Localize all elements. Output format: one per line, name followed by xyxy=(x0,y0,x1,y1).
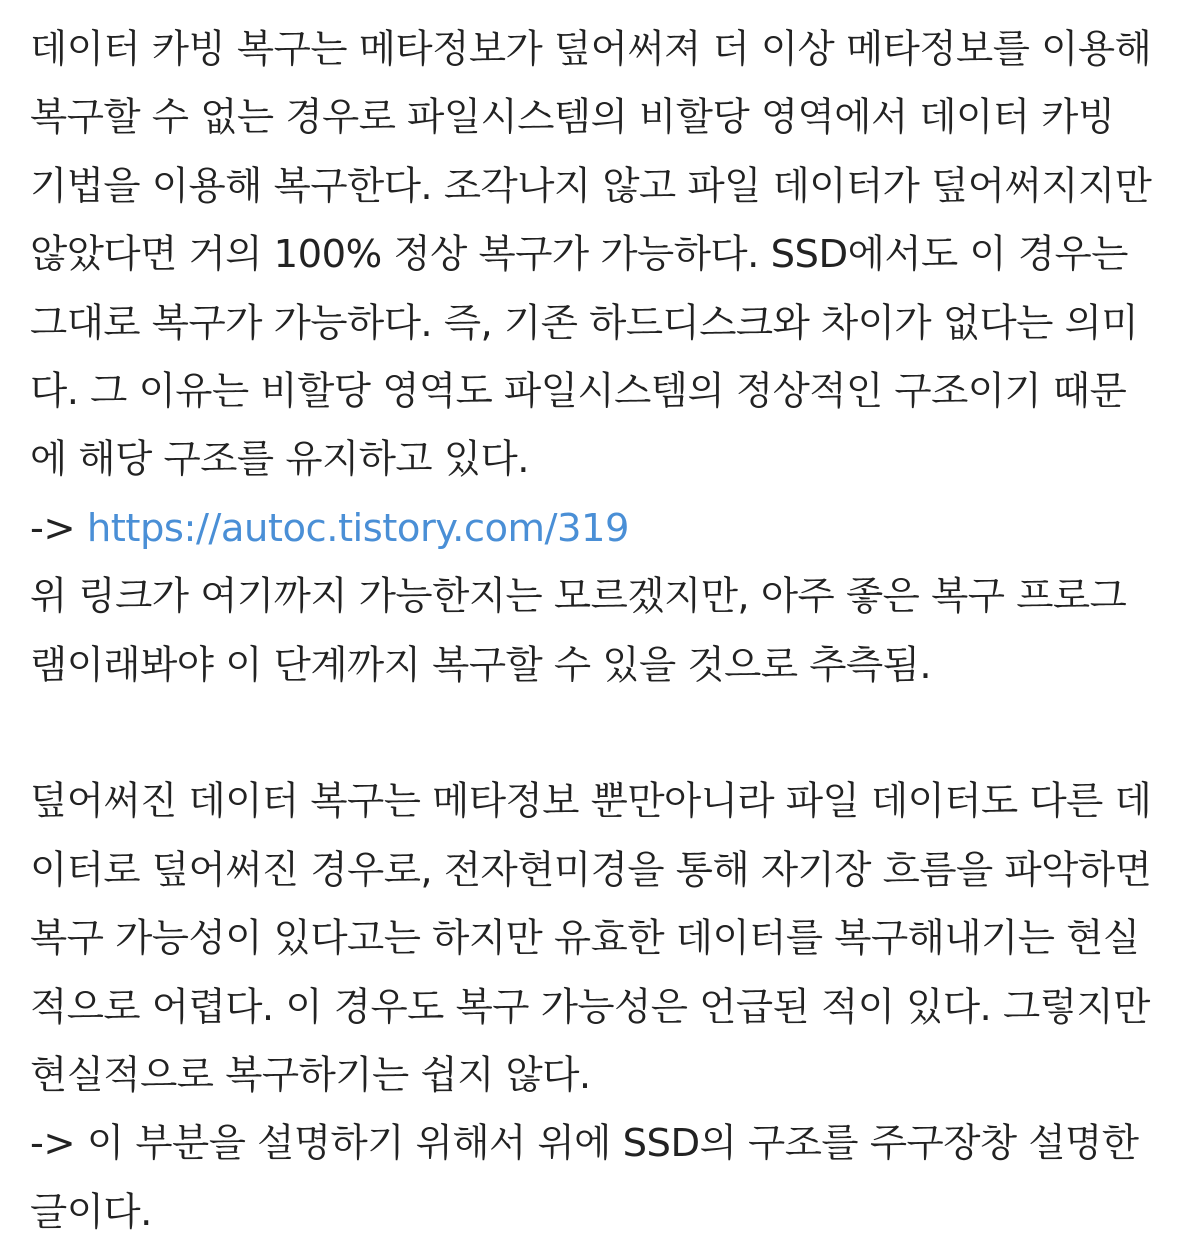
paragraph-gap xyxy=(30,700,1150,768)
text-line: 적으로 어렵다. 이 경우도 복구 가능성은 언급된 적이 있다. 그렇지만 xyxy=(30,984,1150,1030)
text-line: 이터로 덮어써진 경우로, 전자현미경을 통해 자기장 흐름을 파악하면 xyxy=(30,847,1152,893)
text-line: 덮어써진 데이터 복구는 메타정보 뿐만아니라 파일 데이터도 다른 데 xyxy=(30,779,1152,825)
note-line: 램이래봐야 이 단계까지 복구할 수 있을 것으로 추측됨. xyxy=(30,642,932,688)
text-line: 복구 가능성이 있다고는 하지만 유효한 데이터를 복구해내기는 현실 xyxy=(30,916,1140,962)
text-line: 데이터 카빙 복구는 메타정보가 덮어써져 더 이상 메타정보를 이용해 xyxy=(30,27,1152,72)
text-line: 복구할 수 없는 경우로 파일시스템의 비할당 영역에서 데이터 카빙 xyxy=(30,95,1115,141)
text-line: 기법을 이용해 복구한다. 조각나지 않고 파일 데이터가 덮어써지지만 xyxy=(30,163,1152,209)
text-line: 에 해당 구조를 유지하고 있다. xyxy=(30,437,529,483)
note-line: 위 링크가 여기까지 가능한지는 모르겠지만, 아주 좋은 복구 프로그 xyxy=(30,574,1127,620)
text-line: 그대로 복구가 가능하다. 즉, 기존 하드디스크와 차이가 없다는 의미 xyxy=(30,300,1139,346)
reference-line xyxy=(30,495,1150,563)
text-line: 않았다면 거의 100% 정상 복구가 가능하다. SSD에서도 이 경우는 xyxy=(30,232,1128,278)
note-line: 글이다. xyxy=(30,1189,152,1235)
note-line: -> 이 부분을 설명하기 위해서 위에 SSD의 구조를 주구장창 설명한 xyxy=(30,1121,1139,1167)
paragraph-overwritten-data xyxy=(30,768,1150,1247)
text-line: 다. 그 이유는 비할당 영역도 파일시스템의 정상적인 구조이기 때문 xyxy=(30,369,1127,415)
paragraph-data-carving xyxy=(30,16,1150,700)
document-body xyxy=(30,16,1150,1247)
arrow-marker: -> xyxy=(30,505,76,551)
reference-link[interactable]: https://autoc.tistory.com/319 xyxy=(86,505,630,551)
text-line: 현실적으로 복구하기는 쉽지 않다. xyxy=(30,1053,591,1099)
